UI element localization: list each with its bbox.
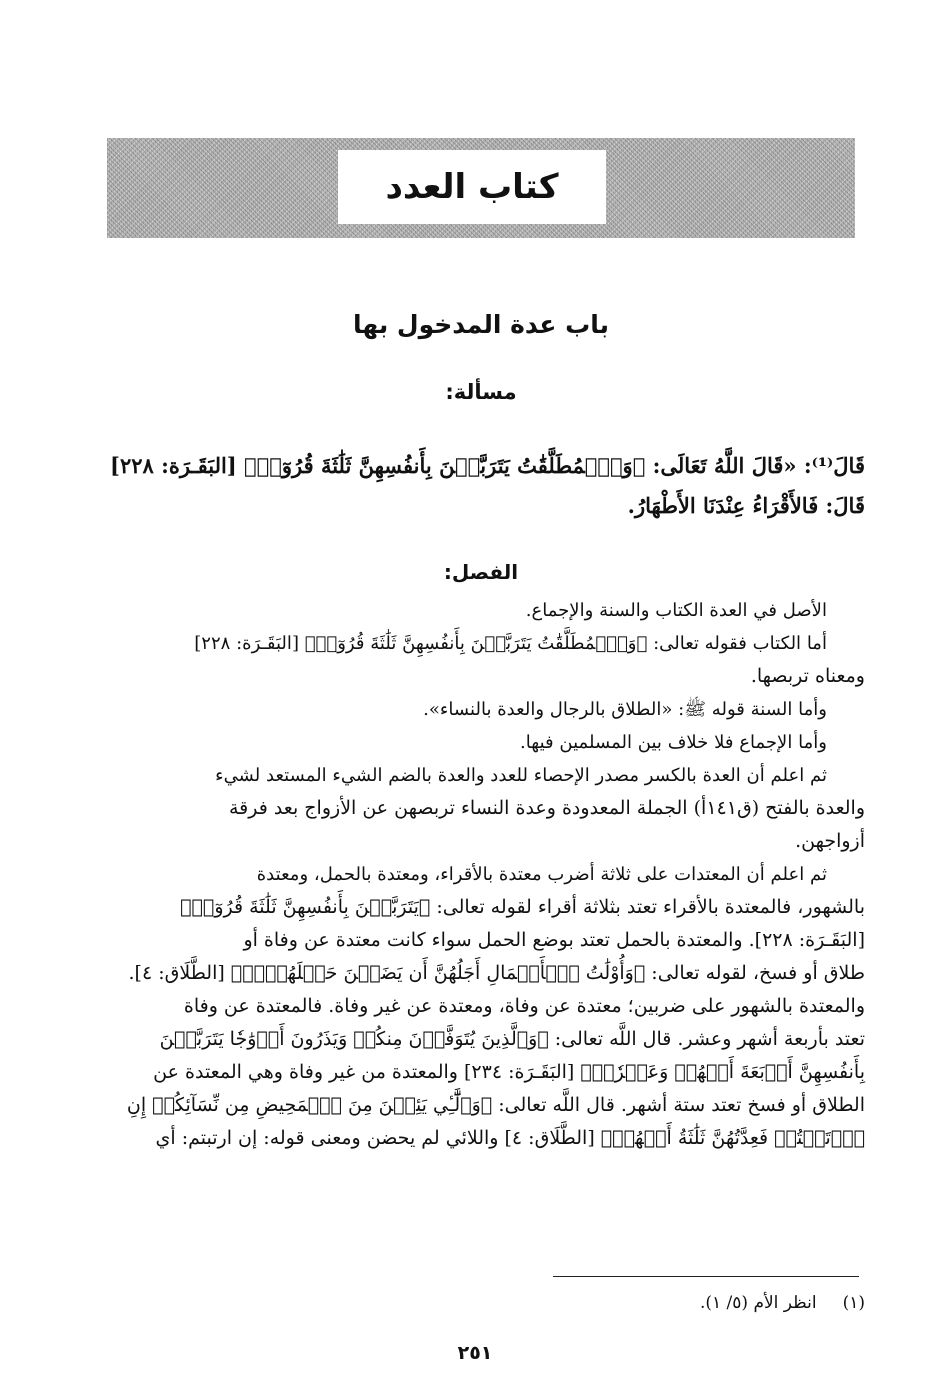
paragraph-line: الطلاق أو فسخ تعتد ستة أشهر. قال اللَّه تعالى: ﴿وَٱلَّٰٓـِٔي يَئِسۡنَ مِنَ ٱلۡمَحِيضِ مِن نِّسَآئِكُمۡ إِنِ [126,1094,865,1116]
footnote-text: انظر الأم (٥/ ١). [699,1293,817,1313]
paragraph [95,627,865,693]
issue-heading: مسألة: [445,380,517,404]
paragraph [95,594,865,627]
paragraph-line: والعدة بالفتح (ق١٤١أ) الجملة المعدودة وعدة النساء تربصهن عن الأزواج بعد فرقة [228,797,865,819]
paragraph-line: أما الكتاب فقوله تعالى: ﴿وَٱلۡمُطَلَّقَٰتُ يَتَرَبَّصۡنَ بِأَنفُسِهِنَّ ثَلَٰثَةَ قُرُوٓءٖ﴾ [البَقَـرَة: ٢٢٨] [194,633,827,654]
paragraph-line: تعتد بأربعة أشهر وعشر. قال اللَّه تعالى: ﴿وَٱلَّذِينَ يُتَوَفَّوۡنَ مِنكُمۡ وَيَذَرُونَ أَزۡوَٰجٗا يَتَرَبَّصۡنَ [159,1028,865,1050]
paragraph-line: طلاق أو فسخ، لقوله تعالى: ﴿وَأُوْلَٰتُ ٱلۡأَحۡمَالِ أَجَلُهُنَّ أَن يَضَعۡنَ حَمۡلَهُنَّۚ﴾ [الطَّلَاق: ٤]. [128,962,865,984]
paragraph-line: والمعتدة بالشهور على ضربين؛ معتدة عن وفاة، ومعتدة عن غير وفاة. فالمعتدة عن وفاة [183,995,865,1017]
paragraph-line: ٱرۡتَبۡتُمۡ فَعِدَّتُهُنَّ ثَلَٰثَةُ أَشۡهُرٖ﴾ [الطَّلَاق: ٤] واللائي لم يحضن ومعنى قوله: إن ارتبتم: أي [155,1127,865,1149]
page-number: ٢٥١ [457,1342,493,1364]
paragraph-line: ومعناه تربصها. [750,665,865,687]
paragraph-line: وأما السنة قوله ﷺ: «الطلاق بالرجال والعدة بالنساء». [423,699,827,720]
paragraph [95,693,865,726]
paragraph-line: الأصل في العدة الكتاب والسنة والإجماع. [525,600,827,621]
footnote-number: (١) [842,1293,865,1313]
paragraph-line: بالشهور، فالمعتدة بالأقراء تعتد بثلاثة أقراء لقوله تعالى: ﴿يَتَرَبَّصۡنَ بِأَنفُسِهِنَّ ثَلَٰثَةَ قُرُوٓءٖ﴾ [180,896,865,918]
paragraph-line: ثم اعلم أن العدة بالكسر مصدر الإحصاء للعدد والعدة بالضم الشيء المستعد لشيء [215,765,827,786]
commentary [95,594,865,1155]
title-banner [338,150,606,224]
paragraph-line: أزواجهن. [795,830,865,852]
book-title: كتاب العدد [385,167,559,207]
matn-line: قَالَ: فَالأَقْرَاءُ عِنْدَنَا الأَطْهَارُ. [627,493,865,518]
matn-block [95,446,865,526]
chapter-title: باب عدة المدخول بها [352,310,610,339]
paragraph-line: وأما الإجماع فلا خلاف بين المسلمين فيها. [520,732,827,753]
paragraph [95,726,865,759]
footnote-separator [553,1276,859,1277]
paragraph [95,858,865,1155]
paragraph-line: ثم اعلم أن المعتدات على ثلاثة أضرب معتدة بالأقراء، ومعتدة بالحمل، ومعتدة [256,864,827,885]
paragraph-line: [البَقَـرَة: ٢٢٨]. والمعتدة بالحمل تعتد بوضع الحمل سواء كانت معتدة عن وفاة أو [243,929,865,951]
paragraph [95,759,865,858]
matn-line: قَالَ⁽¹⁾: «قَالَ اللَّهُ تَعَالَى: ﴿وَٱلۡمُطَلَّقَٰتُ يَتَرَبَّصۡنَ بِأَنفُسِهِنَّ ثَلَٰثَةَ قُرُوٓءٖ﴾ [البَقَـرَة: ٢٢٨] [110,453,865,478]
footnote [700,1293,865,1313]
paragraph-line: بِأَنفُسِهِنَّ أَرۡبَعَةَ أَشۡهُرٖ وَعَشۡرٗاۖ﴾ [البَقَـرَة: ٢٣٤] والمعتدة من غير وفاة وهي المعتدة عن [153,1061,865,1083]
section-heading: الفصل: [443,560,519,584]
